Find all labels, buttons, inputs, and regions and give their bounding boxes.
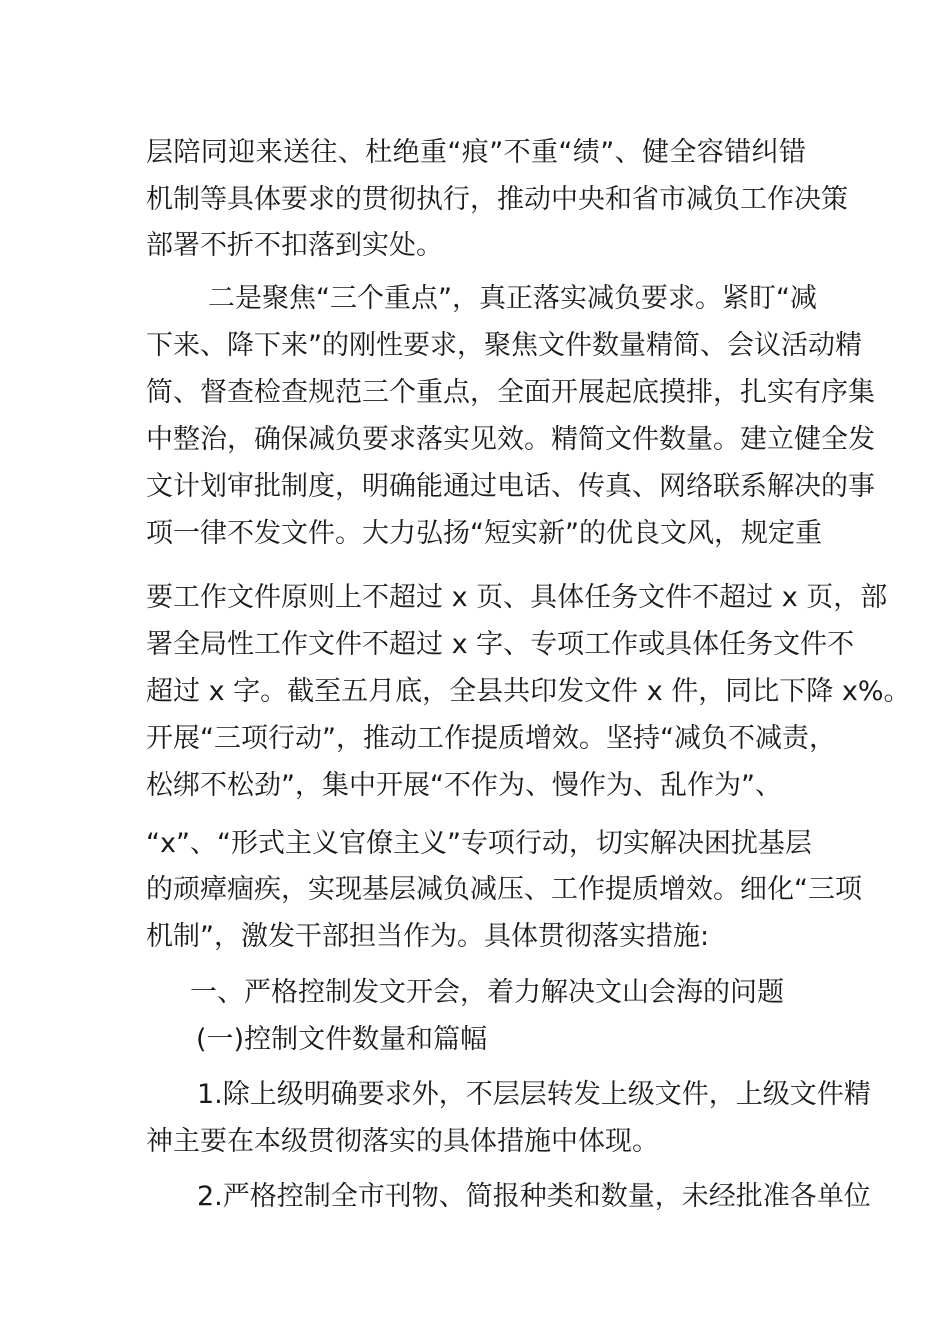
text-line-item-1b: 神主要在本级贯彻落实的具体措施中体现。 [146,1126,659,1157]
section-heading-1: 一、严格控制发文开会，着力解决文山会海的问题 [190,977,784,1008]
text-line-item-1a: 1.除上级明确要求外，不层层转发上级文件，上级文件精 [197,1079,871,1110]
text-line-16: 的顽瘴痼疾，实现基层减负减压、工作提质增效。细化“三项 [146,874,862,905]
text-line-9: 项一律不发文件。大力弘扬“短实新”的优良文风，规定重 [146,518,822,549]
text-line-3: 部署不折不扣落到实处。 [146,230,443,261]
text-line-12: 超过 x 字。截至五月底，全县共印发文件 x 件，同比下降 x%。 [146,676,911,707]
text-line-14: 松绑不松劲”，集中开展“不作为、慢作为、乱作为”、 [146,770,782,801]
text-line-11: 署全局性工作文件不超过 x 字、专项工作或具体任务文件不 [146,629,855,660]
text-line-15: “x”、“形式主义官僚主义”专项行动，切实解决困扰基层 [146,828,812,859]
text-line-5: 下来、降下来”的刚性要求，聚焦文件数量精简、会议活动精 [146,330,862,361]
text-line-7: 中整治，确保减负要求落实见效。精简文件数量。建立健全发 [146,424,875,455]
subsection-heading-1: (一)控制文件数量和篇幅 [196,1024,488,1055]
text-line-1: 层陪同迎来送往、杜绝重“痕”不重“绩”、健全容错纠错 [146,137,806,168]
text-line-8: 文计划审批制度，明确能通过电话、传真、网络联系解决的事 [146,471,875,502]
text-line-13: 开展“三项行动”，推动工作提质增效。坚持“减负不减责， [146,723,836,754]
text-line-4: 二是聚焦“三个重点”，真正落实减负要求。紧盯“减 [208,283,817,314]
text-line-2: 机制等具体要求的贯彻执行，推动中央和省市减负工作决策 [146,184,848,215]
text-line-6: 简、督查检查规范三个重点，全面开展起底摸排，扎实有序集 [146,377,875,408]
text-line-item-2a: 2.严格控制全市刊物、简报种类和数量，未经批准各单位 [197,1181,871,1212]
text-line-17: 机制”，激发干部担当作为。具体贯彻落实措施: [146,921,710,952]
text-line-10: 要工作文件原则上不超过 x 页、具体任务文件不超过 x 页，部 [146,582,888,613]
